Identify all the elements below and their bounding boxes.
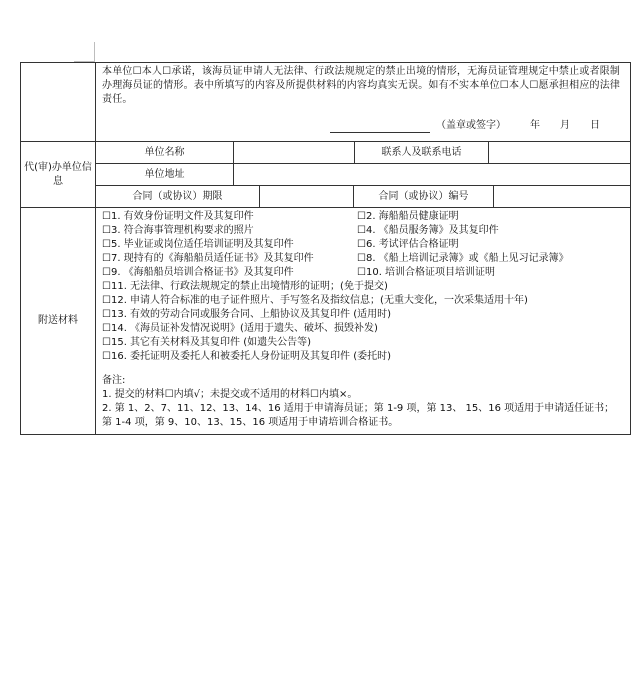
contract-period-label: 合同（或协议）期限 bbox=[96, 186, 260, 207]
commitment-text: 本单位☐本人☐承诺，该海员证申请人无法律、行政法规规定的禁止出境的情形，无海员证管理规定中禁止或者限制办理海员证的情形。表中所填写的内容及所提供材料的内容均真实无误。如有不实本单位☐本人☐愿承担相应的法律责任。 bbox=[102, 66, 621, 105]
attachment-item[interactable]: ☐5. 毕业证或岗位适任培训证明及其复印件 bbox=[102, 239, 294, 250]
note-line: 1. 提交的材料☐内填√；未提交或不适用的材料☐内填×。 bbox=[102, 389, 358, 400]
corner-mark-vertical bbox=[94, 42, 95, 62]
attachment-item[interactable]: ☐10. 培训合格证项目培训证明 bbox=[357, 267, 496, 278]
commitment-cell bbox=[96, 63, 630, 141]
attachment-item[interactable]: ☐6. 考试评估合格证明 bbox=[357, 239, 459, 250]
attachments-label: 附送材料 bbox=[21, 208, 96, 434]
agent-info-grid bbox=[96, 142, 630, 207]
commitment-row bbox=[21, 63, 630, 142]
note-line: 2. 第 1、2、7、11、12、13、14、16 适用于申请海员证；第 1-9 项，第 13、 15、16 项适用于申请适任证书；第 1-4 项，第 9、10、13、15、16 项适用于申请培训合格证书。 bbox=[102, 403, 615, 428]
unit-name-value[interactable] bbox=[234, 142, 355, 163]
attachments-row bbox=[21, 208, 630, 434]
attachment-item[interactable]: ☐13. 有效的劳动合同或服务合同、上船协议及其复印件 (适用时) bbox=[102, 309, 392, 320]
commitment-label-cell bbox=[21, 63, 96, 141]
contract-period-value[interactable] bbox=[260, 186, 354, 207]
attachment-item[interactable]: ☐1. 有效身份证明文件及其复印件 bbox=[102, 211, 254, 222]
attachment-item[interactable]: ☐4. 《船员服务簿》及其复印件 bbox=[357, 225, 499, 236]
unit-address-label: 单位地址 bbox=[96, 164, 234, 185]
agent-info-row bbox=[21, 142, 630, 208]
attachment-item[interactable]: ☐14. 《海员证补发情况说明》(适用于遗失、破坏、损毁补发) bbox=[102, 323, 378, 334]
agent-line-1 bbox=[96, 142, 630, 164]
attachment-item[interactable]: ☐7. 现持有的《海船船员适任证书》及其复印件 bbox=[102, 253, 314, 264]
attachment-grid bbox=[102, 210, 624, 280]
agent-line-2 bbox=[96, 164, 630, 186]
year-label: 年 bbox=[530, 120, 540, 131]
contact-value[interactable] bbox=[489, 142, 630, 163]
contract-number-value[interactable] bbox=[494, 186, 630, 207]
attachments-content bbox=[96, 208, 630, 434]
attachment-item[interactable]: ☐12. 申请人符合标准的电子证件照片、手写签名及指纹信息；(无重大变化，一次采集适用十年) bbox=[102, 295, 528, 306]
unit-address-value[interactable] bbox=[234, 164, 630, 185]
agent-label: 代(审)办单位信息 bbox=[21, 142, 96, 207]
unit-name-label: 单位名称 bbox=[96, 142, 234, 163]
signature-underline bbox=[330, 122, 430, 133]
month-label: 月 bbox=[560, 120, 570, 131]
contact-label: 联系人及联系电话 bbox=[355, 142, 489, 163]
application-form-table bbox=[20, 62, 631, 435]
attachment-item[interactable]: ☐16. 委托证明及委托人和被委托人身份证明及其复印件 (委托时) bbox=[102, 351, 392, 362]
attachment-item[interactable]: ☐8. 《船上培训记录簿》或《船上见习记录簿》 bbox=[357, 253, 569, 264]
attachment-item[interactable]: ☐2. 海船船员健康证明 bbox=[357, 211, 459, 222]
sign-label: （盖章或签字） bbox=[436, 120, 506, 131]
attachment-item[interactable]: ☐3. 符合海事管理机构要求的照片 bbox=[102, 225, 254, 236]
day-label: 日 bbox=[590, 120, 600, 131]
notes-title: 备注: bbox=[102, 375, 126, 386]
contract-number-label: 合同（或协议）编号 bbox=[354, 186, 494, 207]
agent-line-3 bbox=[96, 186, 630, 207]
signature-line bbox=[330, 119, 600, 133]
attachment-item[interactable]: ☐15. 其它有关材料及其复印件 (如遗失公告等) bbox=[102, 337, 312, 348]
attachment-item[interactable]: ☐9. 《海船船员培训合格证书》及其复印件 bbox=[102, 267, 294, 278]
attachment-item[interactable]: ☐11. 无法律、行政法规规定的禁止出境情形的证明；(免于提交) bbox=[102, 281, 388, 292]
